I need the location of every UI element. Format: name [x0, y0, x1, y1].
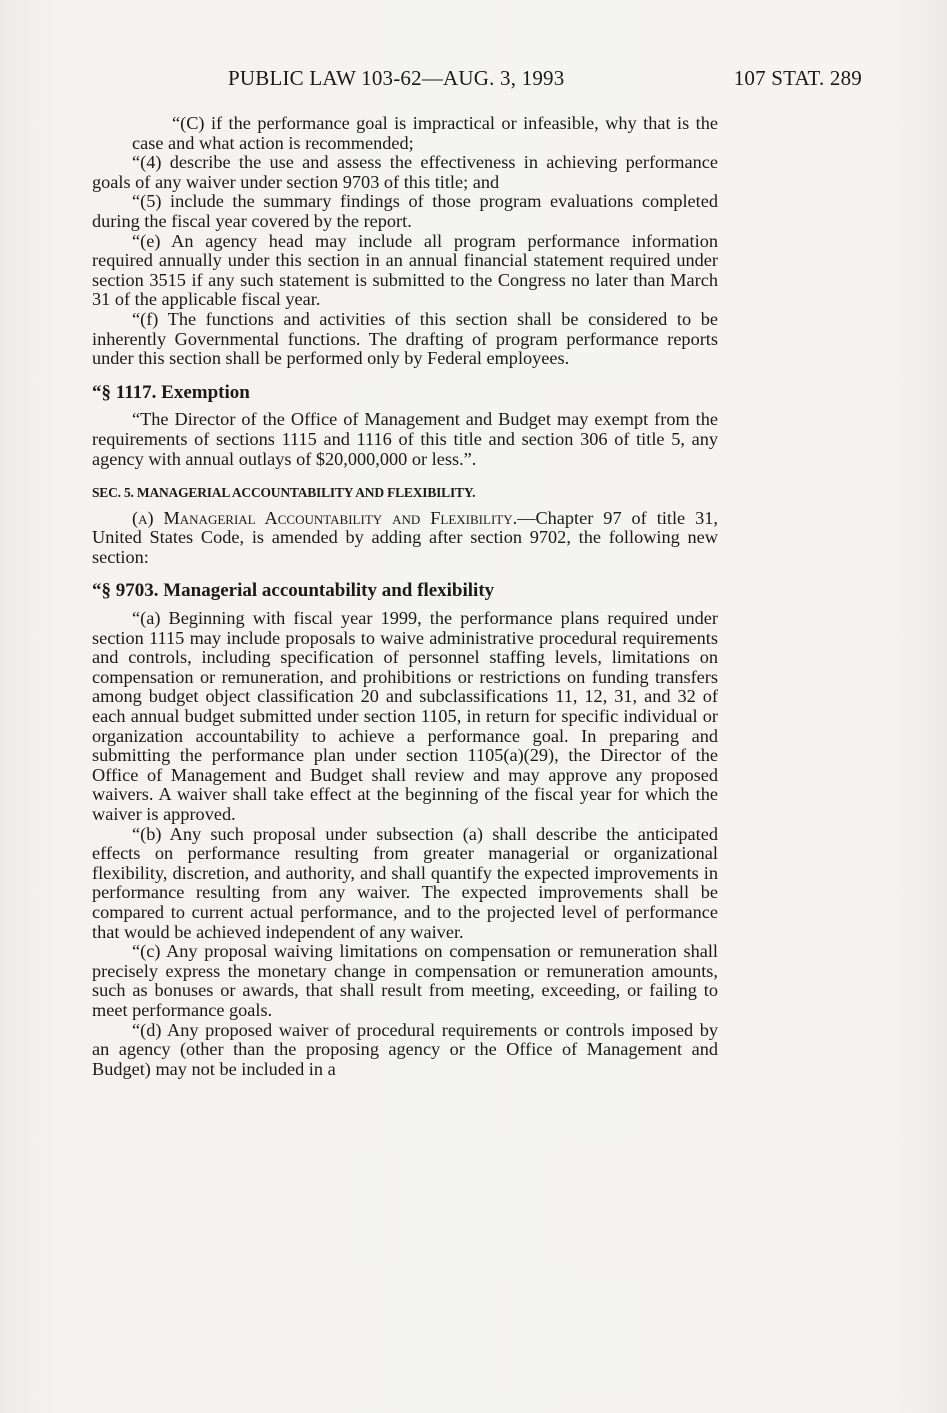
section-9703-b: “(b) Any such proposal under subsection (a) shall describe the anticipated effects on performance resulting from greater managerial or organizational flexibility, discretion, and authority, and shall quantify the expected improvements in performance resulting from any waiver. The expected improvements shall be compared to current actual performance, and to the projected level of performance that would be achieved independent of any waiver. — [92, 823, 718, 942]
sec-5-a-text: —Chapter 97 of title 31, United States Code, is amended by adding after section 9702, the following new section: — [92, 507, 718, 567]
section-9703-heading: “§ 9703. Managerial accountability and flexibility — [92, 580, 495, 602]
page-header — [92, 66, 862, 94]
sec-5-a-lead: (a) Managerial Accountability and Flexibility. — [132, 507, 518, 528]
header-statute-page: 107 STAT. 289 — [733, 66, 862, 90]
section-9703-d: “(d) Any proposed waiver of procedural requirements or controls imposed by an agency (other than the proposing agency or the Office of Management and Budget) may not be included in a — [92, 1019, 718, 1079]
document-body — [92, 114, 718, 1079]
paragraph-e: “(e) An agency head may include all program performance information required annually under this section in an annual financial statement required under section 3515 if any such statement is submitted to the Congress no later than March 31 of the applicable fiscal year. — [92, 230, 718, 310]
header-title: PUBLIC LAW 103-62—AUG. 3, 1993 — [228, 66, 565, 90]
paragraph-5: “(5) include the summary findings of those program evaluations completed during the fiscal year covered by the report. — [92, 191, 718, 231]
section-1117-text: “The Director of the Office of Management and Budget may exempt from the requirements of sections 1115 and 1116 of this title and section 306 of title 5, any agency with annual outlays of $20,000,000 or less.”. — [92, 409, 718, 469]
paragraph-c: “(C) if the performance goal is impractical or infeasible, why that is the case and what action is recommended; — [132, 113, 718, 153]
paragraph-f: “(f) The functions and activities of this section shall be considered to be inherently Governmental functions. The drafting of program performance reports under this section shall be performed only by Federal employees. — [92, 308, 718, 369]
sec-5-heading: SEC. 5. MANAGERIAL ACCOUNTABILITY AND FLEXIBILITY. — [92, 485, 476, 501]
section-1117-heading: “§ 1117. Exemption — [92, 381, 250, 403]
section-9703-a: “(a) Beginning with fiscal year 1999, the performance plans required under section 1115 may include proposals to waive administrative procedural requirements and controls, including specification of personnel staffing levels, limitations on compensation or remuneration, and prohibitions or restrictions on funding transfers among budget object classification 20 and subclassifications 11, 12, 31, and 32 of each annual budget submitted under section 1105, in return for specific individual or organization accountability to achieve a performance goal. In preparing and submitting the performance plan under section 1105(a)(29), the Director of the Office of Management and Budget shall review and may approve any proposed waivers. A waiver shall take effect at the beginning of the fiscal year for which the waiver is approved. — [92, 608, 718, 824]
section-9703-c: “(c) Any proposal waiving limitations on compensation or remuneration shall precisely express the monetary change in compensation or remuneration amounts, such as bonuses or awards, that shall result from meeting, exceeding, or failing to meet performance goals. — [92, 941, 718, 1020]
paragraph-4: “(4) describe the use and assess the effectiveness in achieving performance goals of any waiver under section 9703 of this title; and — [92, 152, 718, 192]
sec-5-paragraph-a — [92, 509, 718, 568]
